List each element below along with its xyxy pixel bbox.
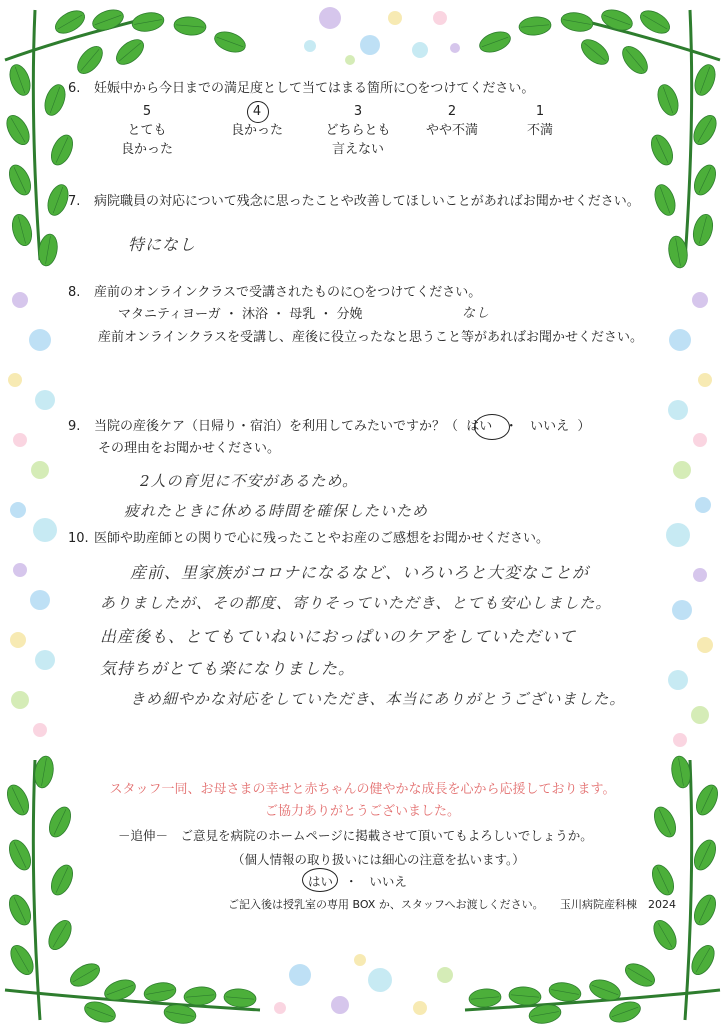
q9-text: 当院の産後ケア（日帰り・宿泊）を利用してみたいですか？（ [94, 419, 459, 434]
q10-text: 医師や助産師との関りで心に残ったことやお産のご感想をお聞かせください。 [94, 531, 550, 546]
q10-prompt [68, 530, 549, 548]
q10-answer-line: きめ細やかな対応をしていただき、本当にありがとうございました。 [130, 690, 626, 708]
q8-number: 8. [68, 285, 81, 300]
q6-option-score: 3 [353, 104, 363, 119]
q6-text: 妊娠中から今日までの満足度として当てはまる箇所に○をつけてください。 [94, 81, 535, 96]
footer-no-option[interactable]: いいえ [369, 874, 407, 889]
q6-option-score: 1 [535, 104, 545, 119]
q6-option-1[interactable] [510, 102, 570, 140]
q9-answer-line: 2人の育児に不安があるため。 [140, 472, 358, 490]
selection-circle [247, 101, 269, 123]
q6-option-label-2: 言えない [331, 142, 384, 157]
q6-option-label: 不満 [526, 123, 553, 138]
footer-thanks-message: スタッフ一同、お母さまの幸せと赤ちゃんの健やかな成長を心から応援しております。 [109, 782, 616, 797]
q9-number: 9. [68, 419, 81, 434]
q10-number: 10. [68, 531, 89, 546]
q10-answer-line: 気持ちがとても楽になりました。 [100, 659, 356, 678]
q7-text: 病院職員の対応について残念に思ったことや改善してほしいことがあればお聞かせください。 [94, 194, 640, 209]
q6-option-label: 良かった [230, 123, 283, 138]
q6-option-score: 2 [447, 104, 457, 119]
q9-close-paren: ） [577, 419, 591, 434]
q8-class-options[interactable]: マタニティヨーガ ・ 沐浴 ・ 母乳 ・ 分娩 [118, 307, 363, 322]
q6-option-score: 5 [142, 104, 152, 119]
q7-handwritten-answer: 特になし [128, 235, 197, 254]
q6-option-score: 4 [252, 104, 262, 119]
q10-answer-line: 出産後も、とてもていねいにおっぱいのケアをしていただいて [100, 627, 577, 646]
q6-option-3[interactable] [318, 102, 398, 159]
q8-text: 産前のオンラインクラスで受講されたものに○をつけてください。 [94, 285, 482, 300]
q9-yes-option[interactable]: はい [466, 419, 493, 434]
footer-submit-instructions: ご記入後は授乳室の専用 BOX か、スタッフへお渡しください。 [228, 898, 544, 911]
q10-answer-line: 産前、里家族がコロナになるなど、いろいろと大変なことが [130, 563, 590, 582]
q6-number: 6. [68, 81, 81, 96]
q6-option-2[interactable] [412, 102, 492, 140]
q10-answer-line: ありましたが、その都度、寄りそっていただき、とても安心しました。 [100, 594, 612, 612]
q7-prompt [68, 193, 640, 211]
q6-option-5[interactable] [112, 102, 182, 159]
q6-option-label: どちらとも [325, 123, 391, 138]
q8-prompt [68, 284, 481, 302]
q9-prompt [68, 418, 590, 436]
q9-answer-line: 疲れたときに休める時間を確保したいため [124, 502, 429, 520]
q9-separator: ・ [504, 419, 518, 434]
selection-circle [474, 414, 510, 440]
q9-no-option[interactable]: いいえ [530, 419, 570, 434]
q6-option-label: やや不満 [425, 123, 478, 138]
q7-number: 7. [68, 194, 81, 209]
footer-yes-option[interactable]: はい [308, 874, 334, 889]
q9-reason-prompt: その理由をお聞かせください。 [98, 441, 281, 456]
footer-thanks-closing: ご協力ありがとうございました。 [264, 804, 460, 819]
footer-privacy-note: （個人情報の取り扱いには細心の注意を払います。） [232, 852, 525, 867]
footer-postscript: －追伸－ ご意見を病院のホームページに掲載させて頂いてもよろしいでしょうか。 [118, 828, 593, 843]
footer-hospital-name: 玉川病院産科棟 2024 [560, 898, 676, 911]
q8-handwritten-note: なし [462, 306, 491, 321]
selection-circle [302, 868, 338, 892]
q8-prompt-2: 産前オンラインクラスを受講し、産後に役立ったなと思うこと等があればお聞かせください。 [98, 330, 643, 345]
q6-option-label: とても [127, 123, 167, 138]
footer-separator: ・ [344, 874, 358, 889]
q6-prompt [68, 80, 534, 98]
q6-option-label-2: 良かった [120, 142, 173, 157]
